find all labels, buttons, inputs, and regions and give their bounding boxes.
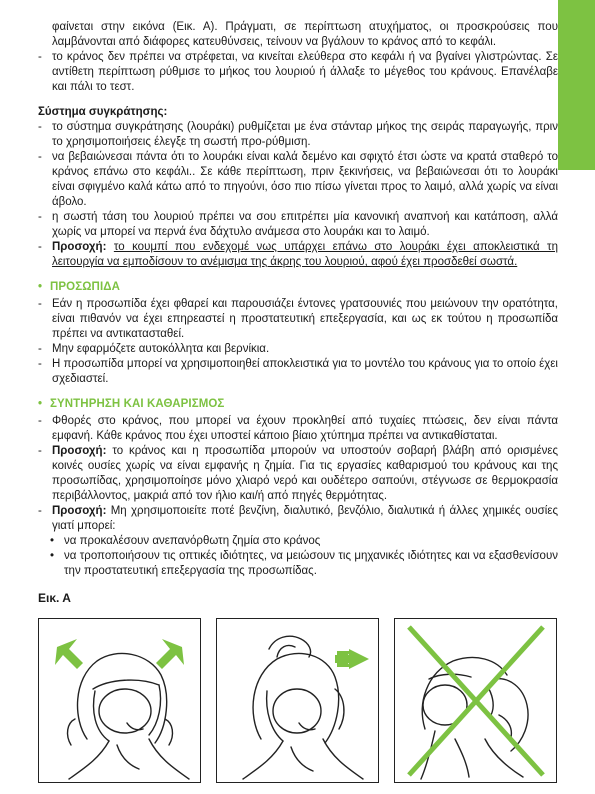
visor-item-text: Η προσωπίδα μπορεί να χρησιμοποιηθεί αποκλειστικά για το μοντέλο του κράνους για το οποίο έχει σχεδιαστεί. bbox=[52, 358, 558, 385]
section-bullet: • bbox=[38, 398, 43, 410]
visor-item-text: Εάν η προσωπίδα έχει φθαρεί και παρουσιάζει έντονες γρατσουνιές που μειώνουν την ορατότητα, είναι πιθανόν να έχει επηρεαστεί η προστατευτική επεξεργασία, και ως εκ τούτου η προσωπίδα πρέπει να αντικατασταθεί. bbox=[52, 298, 558, 340]
maintenance-subitem: • να τροποποιήσουν τις οπτικές ιδιότητες, να μειώσουν τις μηχανικές ιδιότητες και να εξασθενίσουν την προστατευτική επεξεργασία της προσωπίδας. bbox=[50, 550, 558, 577]
retention-item-text: να βεβαιώνεσαι πάντα ότι το λουράκι είναι καλά δεμένο και σφιχτό έτσι ώστε να κρατά σταθερό το κράνος επάνω στο κεφάλι.. Σε κάθε περίπτωση, πριν ξεκινήσεις, να βεβαιώνεσαι ότι το λουράκι είναι σφιγμένο καλά κάτω από το πηγούνι, όσο πιο πίσω γίνεται προς το λαιμό, αλλά χωρίς να είναι άβολο. bbox=[52, 151, 558, 208]
subitem-text: να τροποποιήσουν τις οπτικές ιδιότητες, να μειώσουν τις μηχανικές ιδιότητες και να εξασθενίσουν την προστατευτική επεξεργασία της προσωπίδας. bbox=[64, 550, 558, 577]
figure-panel-3 bbox=[394, 618, 557, 783]
figure-panel-2 bbox=[216, 618, 379, 783]
visor-item: - Μην εφαρμόζετε αυτοκόλλητα και βερνίκια. bbox=[38, 343, 270, 355]
figure-label: Εικ. Α bbox=[38, 591, 71, 605]
intro-list-item: - το κράνος δεν πρέπει να στρέφεται, να κινείται ελεύθερα στο κεφάλι ή να βγαίνει γλιστρώντας. Σε αντίθετη περίπτωση ρύθμισε το μήκος του λουριού ή άλλαξε το μέγεθος του κράνους. Επανέλαβε και πάλι το τεστ. bbox=[38, 51, 558, 93]
document-body bbox=[38, 20, 558, 618]
caution-text: το κράνος και η προσωπίδα μπορούν να υποστούν σοβαρή βλάβη από ορισμένες κοινές ουσίες χωρίς να είναι εμφανής η ζημία. Για τις εργασίες καθαρισμού του κράνους και της προσωπίδας, χρησιμοποίησε μόνο χλιαρό νερό και ουδέτερο σαπούνι, στέγνωσε σε θερμοκρασία περιβάλλοντος, μακριά από τον ήλιο και/ή από πηγές θερμότητας. bbox=[52, 445, 558, 502]
retention-item-text: η σωστή τάση του λουριού πρέπει να σου επιτρέπει μία κανονική αναπνοή και κατάποση, αλλά χωρίς να μπορεί να περνά ένα δάχτυλο ανάμεσα στο λουράκι και το λαιμό. bbox=[52, 211, 558, 238]
intro-paragraph: φαίνεται στην εικόνα (Εικ. Α). Πράγματι, σε περίπτωση ατυχήματος, οι προσκρούσεις που λαμβάνονται από διάφορες κατευθύνσεις, τείνουν να βγάλουν το κράνος από το κεφάλι. bbox=[52, 21, 558, 48]
maintenance-caution: - Προσοχή: Μη χρησιμοποιείτε ποτέ βενζίνη, διαλυτικό, βενζόλιο, διαλυτικά ή άλλες χημικές ουσίες γιατί μπορεί: bbox=[38, 505, 558, 532]
maintenance-subitem: • να προκαλέσουν ανεπανόρθωτη ζημία στο κράνος bbox=[50, 535, 321, 547]
retention-heading: Σύστημα συγκράτησης: bbox=[38, 106, 168, 118]
visor-item: - Εάν η προσωπίδα έχει φθαρεί και παρουσιάζει έντονες γρατσουνιές που μειώνουν την ορατότητα, είναι πιθανόν να έχει επηρεαστεί η προστατευτική επεξεργασία, και ως εκ τούτου η προσωπίδα πρέπει να αντικατασταθεί. bbox=[38, 298, 558, 340]
caution-text: το κουμπί που ενδεχομέ νως υπάρχει επάνω στο λουράκι έχει αποκλειστικά τη λειτουργία να εμποδίσουν το ανέμισμα της άκρης του λουριού, αφού έχει προσδεθεί σωστά. bbox=[52, 241, 558, 268]
caution-text: Μη χρησιμοποιείτε ποτέ βενζίνη, διαλυτικό, βενζόλιο, διαλυτικά ή άλλες χημικές ουσίες γιατί μπορεί: bbox=[52, 505, 558, 532]
helmet-test-illustration-3 bbox=[395, 619, 556, 782]
helmet-test-illustration-1 bbox=[39, 619, 200, 782]
visor-item: - Η προσωπίδα μπορεί να χρησιμοποιηθεί αποκλειστικά για το μοντέλο του κράνους για το οποίο έχει σχεδιαστεί. bbox=[38, 358, 558, 385]
section-bullet: • bbox=[38, 281, 43, 293]
retention-caution: - Προσοχή: το κουμπί που ενδεχομέ νως υπάρχει επάνω στο λουράκι έχει αποκλειστικά τη λειτουργία να εμποδίσουν το ανέμισμα της άκρης του λουριού, αφού έχει προσδεθεί σωστά. bbox=[38, 241, 558, 268]
visor-item-text: Μην εφαρμόζετε αυτοκόλλητα και βερνίκια. bbox=[52, 343, 270, 355]
maintenance-item: - Φθορές στο κράνος, που μπορεί να έχουν προκληθεί από τυχαίες πτώσεις, δεν είναι πάντα εμφανή. Κάθε κράνος που έχει υποστεί κάποιο βίαιο χτύπημα πρέπει να αντικαθίσταται. bbox=[38, 415, 558, 442]
caution-label: Προσοχή: bbox=[52, 445, 107, 457]
figure-a-row bbox=[38, 618, 558, 788]
visor-heading bbox=[38, 280, 558, 295]
caution-label: Προσοχή: bbox=[52, 241, 107, 253]
side-color-tab bbox=[558, 0, 595, 170]
retention-item: - το σύστημα συγκράτησης (λουράκι) ρυθμίζεται με ένα στάνταρ μήκος της σειράς παραγωγής, πριν το χρησιμοποιήσεις έλεγξε τη σωστή προ-ρύθμιση. bbox=[38, 121, 558, 148]
retention-item: - η σωστή τάση του λουριού πρέπει να σου επιτρέπει μία κανονική αναπνοή και κατάποση, αλλά χωρίς να μπορεί να περνά ένα δάχτυλο ανάμεσα στο λουράκι και το λαιμό. bbox=[38, 211, 558, 238]
retention-item: - να βεβαιώνεσαι πάντα ότι το λουράκι είναι καλά δεμένο και σφιχτό έτσι ώστε να κρατά σταθερό το κράνος επάνω στο κεφάλι.. Σε κάθε περίπτωση, πριν ξεκινήσεις, να βεβαιώνεσαι ότι το λουράκι είναι σφιγμένο καλά κάτω από το πηγούνι, όσο πιο πίσω γίνεται προς το λαιμό, αλλά χωρίς να είναι άβολο. bbox=[38, 151, 558, 208]
maintenance-item-text: Φθορές στο κράνος, που μπορεί να έχουν προκληθεί από τυχαίες πτώσεις, δεν είναι πάντα εμφανή. Κάθε κράνος που έχει υποστεί κάποιο βίαιο χτύπημα πρέπει να αντικαθίσταται. bbox=[52, 415, 558, 442]
maintenance-heading bbox=[38, 397, 558, 412]
caution-label: Προσοχή: bbox=[52, 505, 107, 517]
retention-item-text: το σύστημα συγκράτησης (λουράκι) ρυθμίζεται με ένα στάνταρ μήκος της σειράς παραγωγής, πριν το χρησιμοποιήσεις έλεγξε τη σωστή προ-ρύθμιση. bbox=[52, 121, 558, 148]
subitem-text: να προκαλέσουν ανεπανόρθωτη ζημία στο κράνος bbox=[64, 535, 321, 547]
intro-item-text: το κράνος δεν πρέπει να στρέφεται, να κινείται ελεύθερα στο κεφάλι ή να βγαίνει γλιστρώντας. Σε αντίθετη περίπτωση ρύθμισε το μήκος του λουριού ή άλλαξε το μέγεθος του κράνους. Επανέλαβε και πάλι το τεστ. bbox=[52, 51, 558, 93]
maintenance-caution: - Προσοχή: το κράνος και η προσωπίδα μπορούν να υποστούν σοβαρή βλάβη από ορισμένες κοινές ουσίες χωρίς να είναι εμφανής η ζημία. Για τις εργασίες καθαρισμού του κράνους και της προσωπίδας, χρησιμοποίησε μόνο χλιαρό νερό και ουδέτερο σαπούνι, στέγνωσε σε θερμοκρασία περιβάλλοντος, μακριά από τον ήλιο και/ή από πηγές θερμότητας. bbox=[38, 445, 558, 502]
figure-panel-1 bbox=[38, 618, 201, 783]
maintenance-heading-text: ΣΥΝΤΗΡΗΣΗ ΚΑΙ ΚΑΘΑΡΙΣΜΟΣ bbox=[50, 398, 225, 410]
helmet-test-illustration-2 bbox=[217, 619, 378, 782]
visor-heading-text: ΠΡΟΣΩΠΙΔΑ bbox=[50, 281, 121, 293]
